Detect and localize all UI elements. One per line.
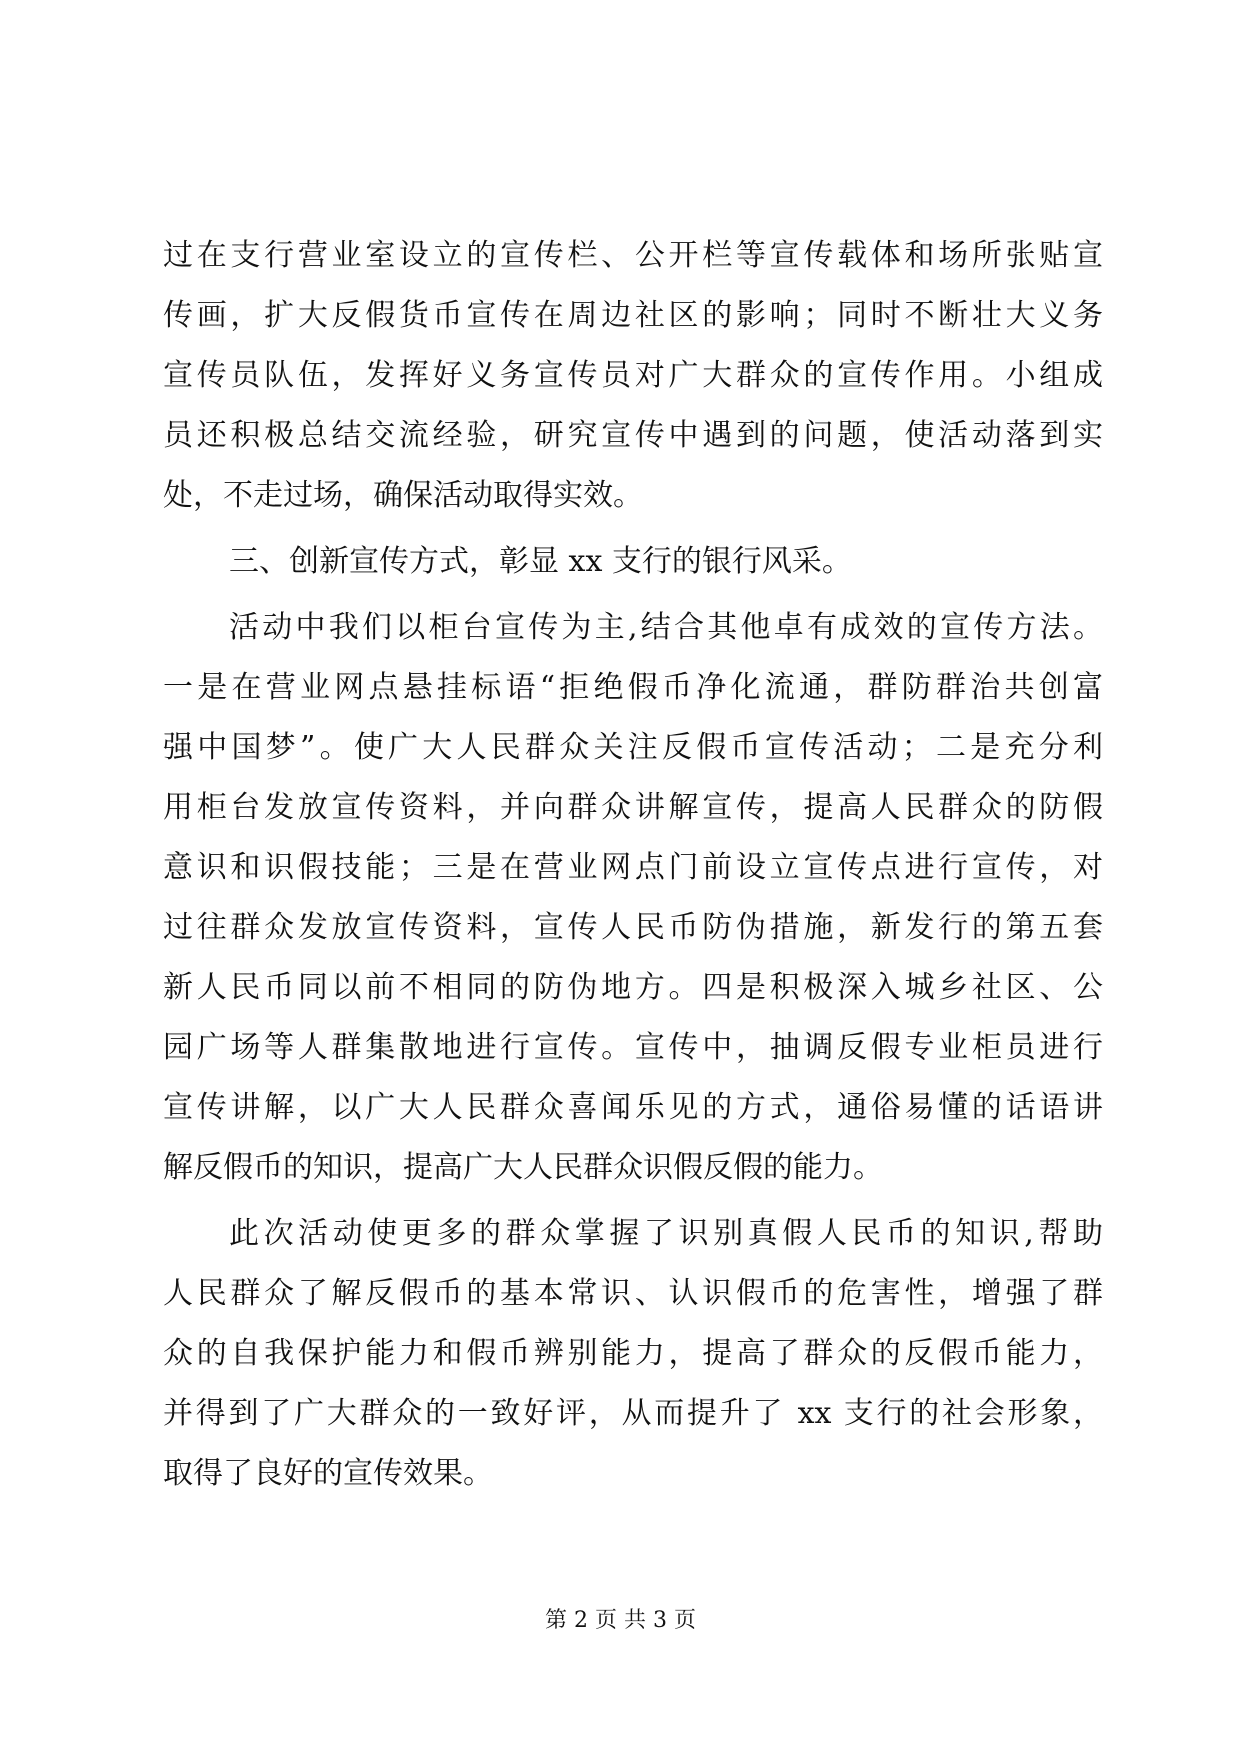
text-line: 员还积极总结交流经验，研究宣传中遇到的问题，使活动落到实 xyxy=(163,418,1103,453)
text-line: 过往群众发放宣传资料，宣传人民币防伪措施，新发行的第五套 xyxy=(163,910,1103,945)
text-line: 传画，扩大反假货币宣传在周边社区的影响；同时不断壮大义务 xyxy=(163,298,1103,333)
text-line: 处，不走过场，确保活动取得实效。 xyxy=(163,478,643,513)
section-heading: 三、创新宣传方式，彰显 xx 支行的银行风采。 xyxy=(229,544,852,579)
text-line: 众的自我保护能力和假币辨别能力，提高了群众的反假币能力， xyxy=(163,1336,1103,1371)
text-line: 宣传员队伍，发挥好义务宣传员对广大群众的宣传作用。小组成 xyxy=(163,358,1103,393)
paragraph-3 xyxy=(163,1204,1103,1504)
text-line: 并得到了广大群众的一致好评，从而提升了 xx 支行的社会形象， xyxy=(163,1396,1103,1431)
text-line: 解反假币的知识，提高广大人民群众识假反假的能力。 xyxy=(163,1150,883,1185)
text-line: 意识和识假技能；三是在营业网点门前设立宣传点进行宣传，对 xyxy=(163,850,1103,885)
paragraph-2 xyxy=(163,598,1103,1198)
text-line: 一是在营业网点悬挂标语“拒绝假币净化流通，群防群治共创富 xyxy=(163,670,1103,705)
text-line: 新人民币同以前不相同的防伪地方。四是积极深入城乡社区、公 xyxy=(163,970,1103,1005)
text-line: 宣传讲解，以广大人民群众喜闻乐见的方式，通俗易懂的话语讲 xyxy=(163,1090,1103,1125)
document-body xyxy=(163,226,1103,1504)
text-line: 此次活动使更多的群众掌握了识别真假人民币的知识,帮助 xyxy=(229,1216,1103,1251)
text-line: 强中国梦”。使广大人民群众关注反假币宣传活动；二是充分利 xyxy=(163,730,1103,765)
page-number-footer: 第 2 页 共 3 页 xyxy=(545,1608,696,1633)
text-line: 过在支行营业室设立的宣传栏、公开栏等宣传载体和场所张贴宣 xyxy=(163,238,1103,273)
text-line: 园广场等人群集散地进行宣传。宣传中，抽调反假专业柜员进行 xyxy=(163,1030,1103,1065)
text-line: 人民群众了解反假币的基本常识、认识假币的危害性，增强了群 xyxy=(163,1276,1103,1311)
text-line: 活动中我们以柜台宣传为主,结合其他卓有成效的宣传方法。 xyxy=(229,610,1103,645)
text-line: 取得了良好的宣传效果。 xyxy=(163,1456,493,1491)
paragraph-1 xyxy=(163,226,1103,526)
text-line: 用柜台发放宣传资料，并向群众讲解宣传，提高人民群众的防假 xyxy=(163,790,1103,825)
